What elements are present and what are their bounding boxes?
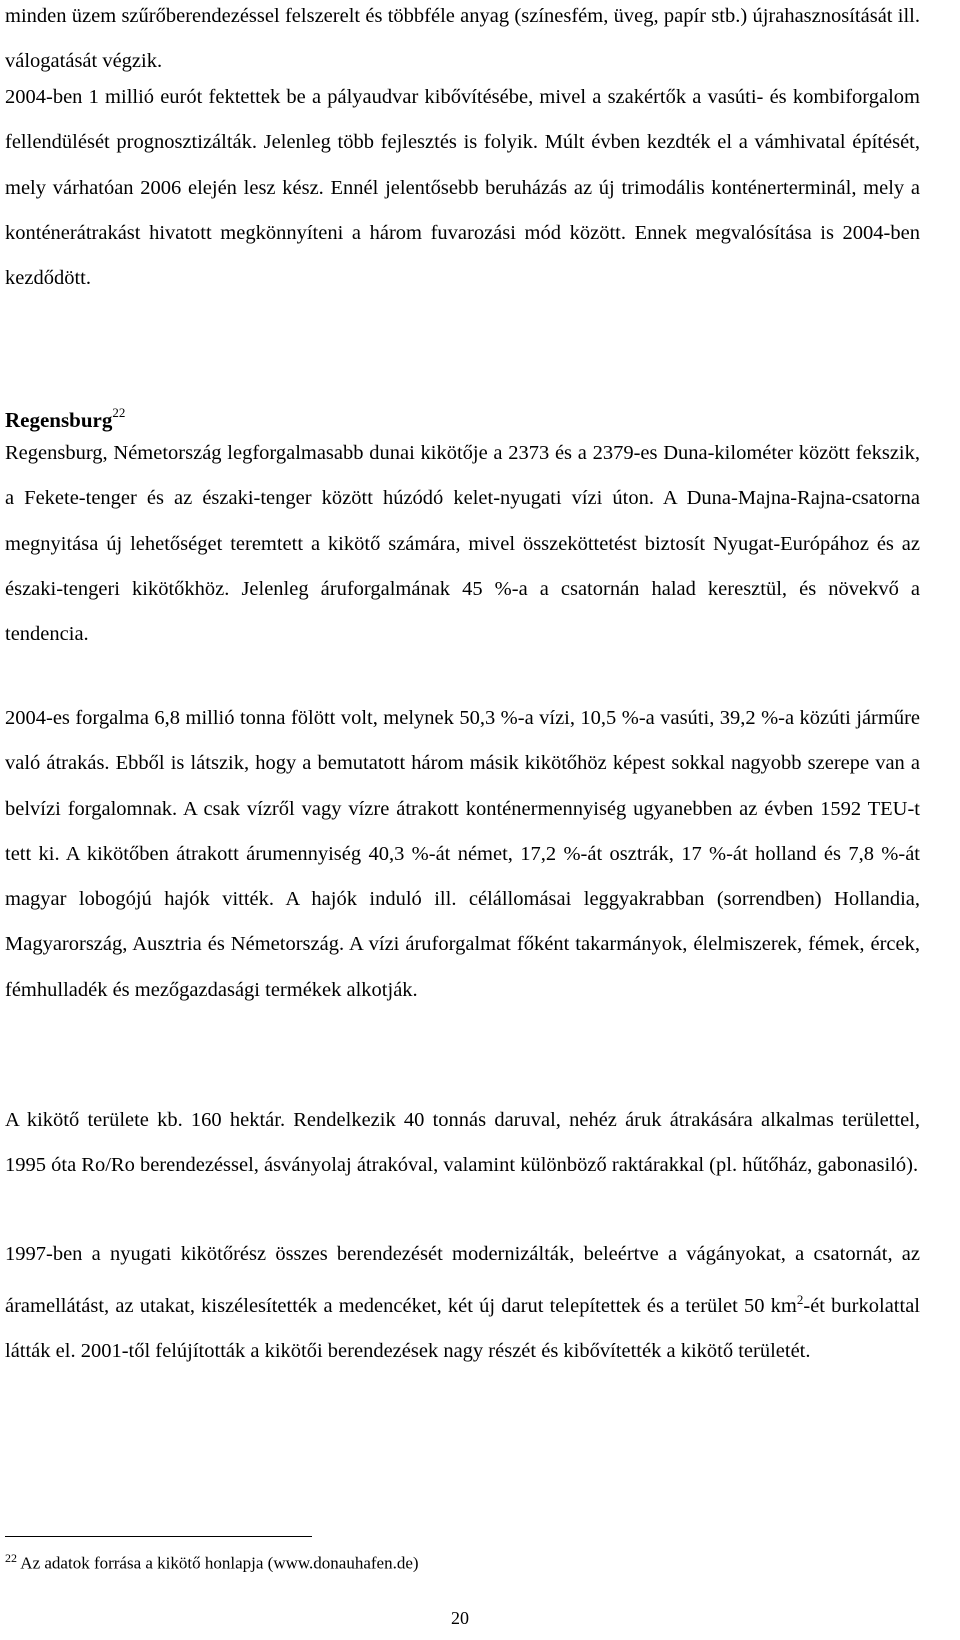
footnote-number: 22	[5, 1551, 17, 1565]
footnote-text: Az adatok forrása a kikötő honlapja (www.donauhafen.de)	[17, 1553, 419, 1573]
footnote-reference: 22	[112, 405, 126, 420]
paragraph-rail-investment: 2004-ben 1 millió eurót fektettek be a pályaudvar kibővítésébe, mivel a szakértők a vasúti- és kombiforgalom fellendülését prognosztizálták. Jelenleg több fejlesztés is folyik. Múlt évben kezdték el a vámhivatal építését, mely várhatóan 2006 elején lesz kész. Ennél jelentősebb beruházás az új trimodális konténerterminál, mely a konténerátrakást hivatott megkönnyíteni a három fuvarozási mód között. Ennek megvalósítása is 2004-ben kezdődött.	[5, 86, 920, 290]
page-number: 20	[451, 1608, 469, 1628]
paragraph-port-area: A kikötő területe kb. 160 hektár. Rendelkezik 40 tonnás daruval, nehéz áruk átrakására alkalmas területtel, 1995 óta Ro/Ro berendezéssel, ásványolaj átrakóval, valamint különböző raktárakkal (pl. hűtőház, gabonasiló).	[5, 1109, 920, 1177]
paragraph-intro-continuation: minden üzem szűrőberendezéssel felszerelt és többféle anyag (színesfém, üveg, papír stb.) újrahasznosítását ill. válogatását végzik.	[5, 5, 920, 73]
paragraph-modernization	[5, 1232, 920, 1375]
modernization-text-end: -ét burkolattal látták el. 2001-től felújították a kikötői berendezések nagy részét és kibővítették a kikötő területét.	[5, 1295, 920, 1363]
superscript-square: 2	[796, 1292, 804, 1308]
modernization-text-start: 1997-ben a nyugati kikötőrész összes berendezését modernizálták, beleértve a vágányokat, a csatornát, az áramellátást, az utakat, kiszélesítették a medencéket, két új darut telepítettek és a terület 50 km	[5, 1243, 920, 1318]
footnote-separator	[5, 1536, 312, 1537]
paragraph-regensburg-overview: Regensburg, Németország legforgalmasabb dunai kikötője a 2373 és a 2379-es Duna-kilométer között fekszik, a Fekete-tenger és az északi-tenger között húzódó kelet-nyugati vízi úton. A Duna-Majna-Rajna-csatorna megnyitása új lehetőséget teremtett a kikötő számára, mivel összeköttetést biztosít Nyugat-Európához és az északi-tengeri kikötőkhöz. Jelenleg áruforgalmának 45 %-a a csatornán halad keresztül, és növekvő a tendencia.	[5, 442, 920, 646]
section-heading-regensburg	[5, 407, 125, 433]
heading-text: Regensburg	[5, 408, 113, 432]
footnote	[5, 1551, 419, 1574]
paragraph-traffic-2004: 2004-es forgalma 6,8 millió tonna fölött volt, melynek 50,3 %-a vízi, 10,5 %-a vasúti, 39,2 %-a közúti járműre való átrakás. Ebből is látszik, hogy a bemutatott három másik kikötőhöz képest sokkal nagyobb szerepe van a belvízi forgalomnak. A csak vízről vagy vízre átrakott konténermennyiség ugyanebben az évben 1592 TEU-t tett ki. A kikötőben átrakott árumennyiség 40,3 %-át német, 17,2 %-át osztrák, 17 %-át holland és 7,8 %-át magyar lobogójú hajók vitték. A hajók induló ill. célállomásai leggyakrabban (sorrendben) Hollandia, Magyarország, Ausztria és Németország. A vízi áruforgalmat főként takarmányok, élelmiszerek, fémek, ércek, fémhulladék és mezőgazdasági termékek alkotják.	[5, 707, 920, 1001]
